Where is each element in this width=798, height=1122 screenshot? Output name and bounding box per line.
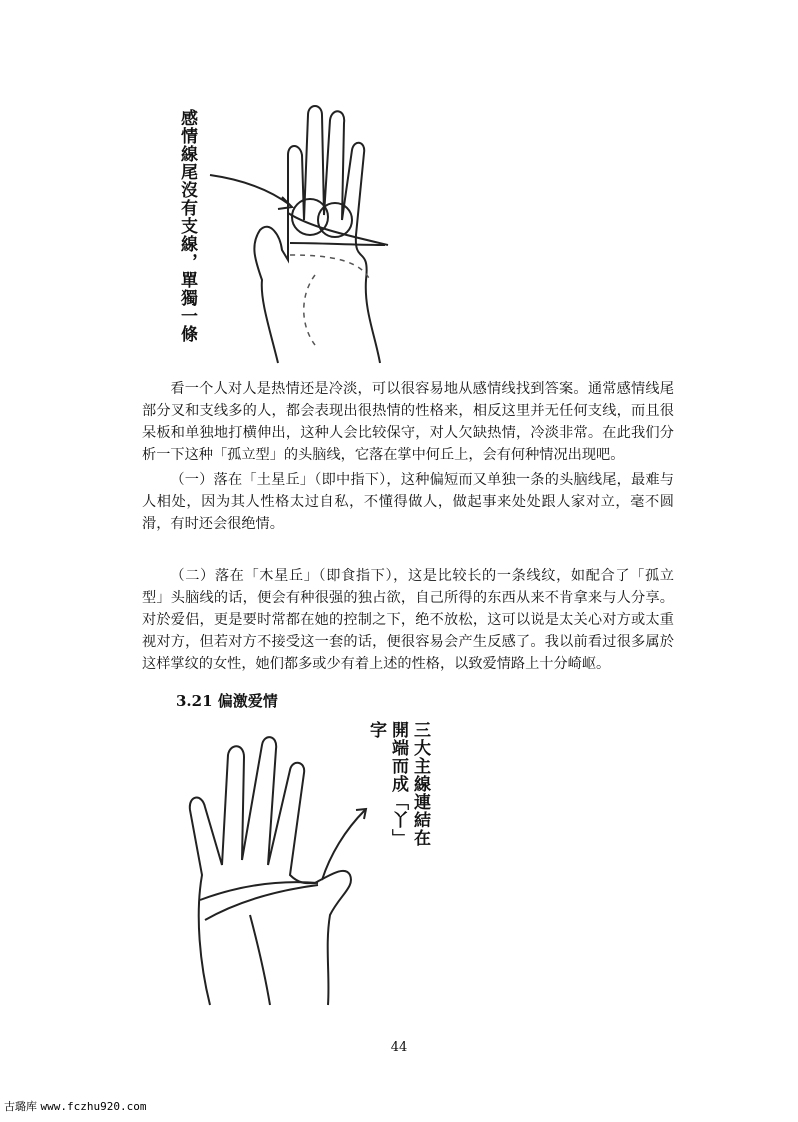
- paragraph-2: （一）落在「土星丘」（即中指下），这种偏短而又单独一条的头脑线尾，最难与人相处，因为其人性格太过自私，不懂得做人，做起事来处处跟人家对立，毫不圆滑，有时还会很绝情。: [142, 472, 674, 532]
- section-heading: 3.21 偏激爱情: [176, 692, 278, 710]
- paragraph-1: 看一个人对人是热情还是冷淡，可以很容易地从感情线找到答案。通常感情线尾部分叉和支线多的人，都会表现出很热情的性格来，相反这里并无任何支线，而且很呆板和单独地打横伸出，这种人会比较保守，对人欠缺热情，冷淡非常。在此我们分析一下这种「孤立型」的头脑线，它落在掌中何丘上，会有何种情况出现吧。: [142, 381, 674, 463]
- footer-url[interactable]: www.fczhu920.com: [40, 1100, 147, 1113]
- palm-drawing-1: [170, 95, 430, 370]
- page-number: 44: [390, 1040, 408, 1055]
- palm-figure-1: [170, 95, 430, 370]
- figure2-caption: 三大主線連結在開端而成「丫」字: [366, 721, 430, 847]
- footer-watermark: [4, 1098, 146, 1114]
- paragraph-3: （二）落在「木星丘」（即食指下），这是比较长的一条线纹，如配合了「孤立型」头脑线的话，便会有种很强的独占欲，自己所得的东西从来不肯拿来与人分享。对於爱侣，更是要时常都在她的控制之下，绝不放松，这可以说是太关心对方或太重视对方，但若对方不接受这一套的话，便很容易会产生反感了。我以前看过很多属於这样掌纹的女性，她们都多或少有着上述的性格，以致爱情路上十分崎岖。: [142, 568, 674, 672]
- footer-site-name: 古璐库: [4, 1100, 37, 1113]
- palm-figure-2: [180, 715, 450, 1010]
- figure1-caption: 感情線尾沒有支線，單獨一條: [177, 109, 197, 343]
